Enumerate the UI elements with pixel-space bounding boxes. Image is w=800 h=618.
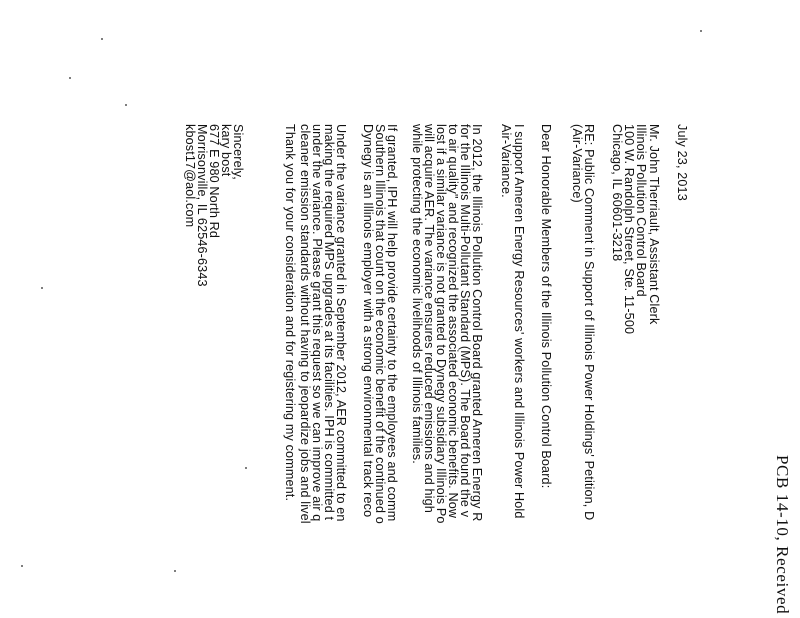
paragraph-line: making the required MPS upgrades at its facilities. IPH is committed t (322, 124, 336, 521)
paragraph-line: lost if a similar variance is not granted to Dynegy subsidiary Illinois Po (434, 124, 448, 524)
recipient-line: 100 W. Randolph Street, Ste. 11-500 (622, 124, 636, 335)
scan-speck (174, 570, 176, 572)
paragraph-line: If granted, IPH will help provide certainty to the employees and comm (385, 124, 399, 522)
paragraph-line: Air-Variance. (499, 124, 513, 198)
signature-line: kary bost (219, 124, 233, 177)
scan-speck (41, 287, 43, 289)
paragraph-line: for the Illinois Multi-Pollutant Standard (MPS). The Board found the v (458, 124, 472, 518)
scan-speck (21, 565, 23, 567)
paragraph-line: In 2012, the Illinois Pollution Control Board granted Ameren Energy R (470, 124, 484, 522)
recipient-line: Illinois Pollution Control Board (634, 124, 648, 297)
subject-line: (Air-Variance) (570, 124, 584, 203)
paragraph-line: Southern Illinois that count on the economic benefit of the continued o (373, 124, 387, 524)
scan-speck (125, 104, 127, 106)
paragraph-line: cleaner emission standards without having to jeopardize jobs and livel (298, 124, 312, 524)
subject-line: RE: Public Comment in Support of Illinois Power Holdings' Petition, D (582, 124, 596, 521)
recipient-line: Chicago, IL 60601-3218 (610, 124, 624, 262)
paragraph-line: under the variance. Please grant this request so we can improve air q (310, 124, 324, 522)
paragraph-line: to air quality" and recognized the associated economic benefits. Now (446, 124, 460, 519)
closing-thanks: Thank you for your consideration and for registering my comment. (283, 124, 297, 502)
received-stamp: PCB 14-10, Received (773, 455, 792, 615)
salutation: Dear Honorable Members of the Illinois Pollution Control Board: (539, 124, 553, 489)
scan-speck (700, 30, 702, 32)
paragraph-line: while protecting the economic livelihoods of Illinois families. (410, 124, 424, 464)
paragraph-line: Under the variance granted in September 2012, AER committed to en (334, 124, 348, 522)
paragraph-line: will acquire AER. The variance ensures reduced emissions and high (422, 124, 436, 513)
signature-line: 677 E 980 North Rd (207, 124, 221, 239)
scan-speck (101, 38, 103, 40)
paragraph-line: I support Ameren Energy Resources' workers and Illinois Power Hold (512, 124, 526, 519)
letter-date: July 23, 2013 (675, 124, 689, 201)
signature-line: Sincerely, (231, 124, 245, 180)
recipient-line: Mr. John Therriault, Assistant Clerk (647, 124, 661, 325)
paragraph-line: Dynegy is an Illinois employer with a strong environmental track reco (361, 124, 375, 518)
scan-speck (245, 467, 247, 469)
signature-line: Morrisonville, IL 62546-6343 (195, 124, 209, 287)
signature-line: kbost17@aol.com (183, 124, 197, 228)
scan-speck (69, 77, 71, 79)
